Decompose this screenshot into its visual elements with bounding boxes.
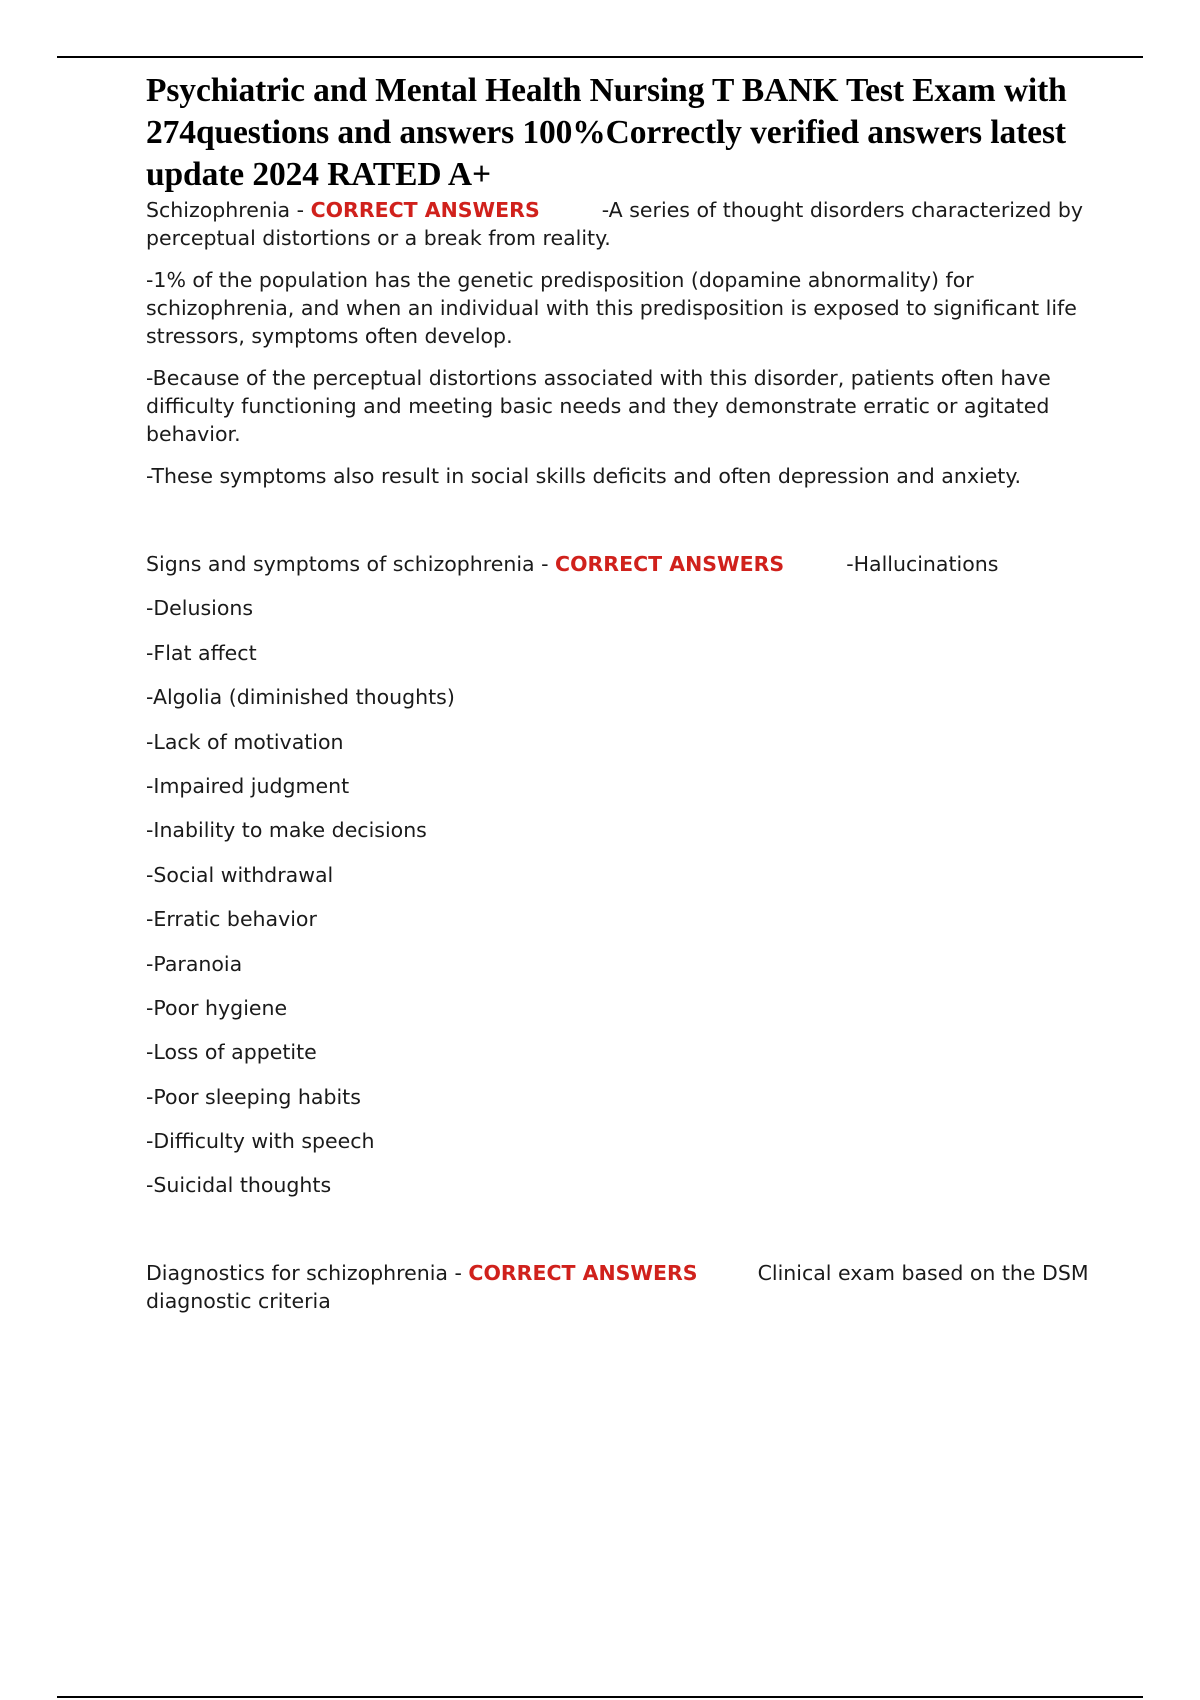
entry-answer: -Hallucinations — [846, 552, 999, 576]
qa-entry-signs-and-symptoms — [146, 550, 1096, 1199]
list-item: -Delusions — [146, 596, 254, 621]
top-rule — [57, 56, 1143, 58]
list-item: -Flat affect — [146, 640, 257, 665]
correct-answers-label: CORRECT ANSWERS — [555, 552, 785, 576]
entry-heading — [146, 1259, 1096, 1315]
list-item: -Lack of motivation — [146, 729, 344, 754]
list-item: -Difficulty with speech — [146, 1129, 375, 1154]
qa-entry-diagnostics — [146, 1259, 1096, 1315]
correct-answers-label: CORRECT ANSWERS — [468, 1261, 698, 1286]
document-body — [146, 70, 1096, 1315]
list-item: -Loss of appetite — [146, 1040, 317, 1065]
list-item: -Erratic behavior — [146, 907, 317, 932]
entry-heading — [146, 196, 1096, 252]
list-item: -Social withdrawal — [146, 862, 334, 887]
entry-term: Diagnostics for schizophrenia - — [146, 1261, 469, 1286]
list-item: -Inability to make decisions — [146, 818, 427, 843]
correct-answers-label: CORRECT ANSWERS — [310, 198, 540, 222]
list-item: -Algolia (diminished thoughts) — [146, 685, 455, 710]
answer-paragraph: -Because of the perceptual distortions associated with this disorder, patients often have difficulty functioning and meeting basic needs and they demonstrate erratic or agitated behavior. — [146, 366, 1051, 446]
entry-term: Schizophrenia - — [146, 198, 311, 222]
bottom-rule — [57, 1696, 1143, 1698]
list-item: -Poor sleeping habits — [146, 1084, 361, 1109]
entry-heading — [146, 550, 1096, 578]
answer-paragraph: -These symptoms also result in social skills deficits and often depression and anxiety. — [146, 464, 1022, 488]
document-title: Psychiatric and Mental Health Nursing T BANK Test Exam with 274questions and answers 100%Correctly verified answers latest update 2024 RATED A+ — [146, 72, 1067, 193]
list-item: -Poor hygiene — [146, 995, 288, 1020]
entry-answer: Clinical exam based on the DSM diagnostic criteria — [146, 1261, 1089, 1314]
list-item: -Suicidal thoughts — [146, 1173, 332, 1198]
list-item: -Impaired judgment — [146, 773, 350, 798]
entry-answer: -A series of thought disorders characterized by perceptual distortions or a break from reality. — [146, 198, 1084, 250]
entry-term: Signs and symptoms of schizophrenia - — [146, 552, 556, 576]
list-item: -Paranoia — [146, 951, 243, 976]
qa-entry-schizophrenia — [146, 196, 1096, 490]
answer-paragraph: -1% of the population has the genetic predisposition (dopamine abnormality) for schizophrenia, and when an individual with this predisposition is exposed to significant life stressors, symptoms often develop. — [146, 268, 1077, 348]
